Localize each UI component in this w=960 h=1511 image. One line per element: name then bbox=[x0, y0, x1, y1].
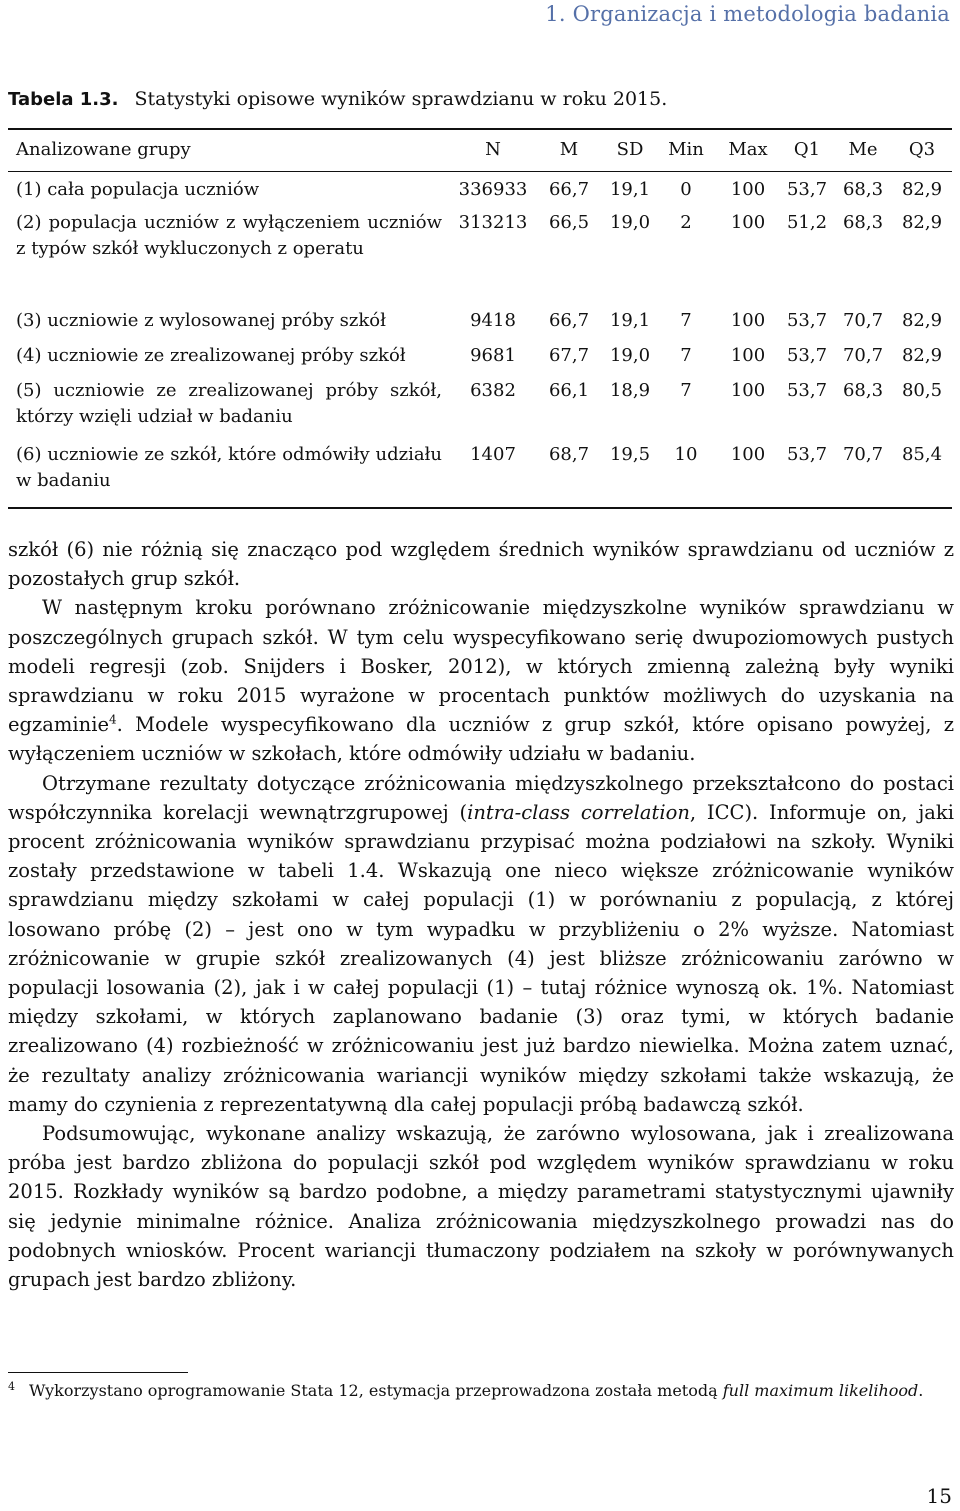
body-text bbox=[8, 535, 954, 1294]
value-cell: 10 bbox=[674, 444, 698, 465]
value-cell: 53,7 bbox=[786, 310, 828, 331]
table-bottom-rule bbox=[8, 507, 952, 509]
table-caption-text: Statystyki opisowe wyników sprawdzianu w roku 2015. bbox=[134, 88, 668, 110]
value-cell: 68,3 bbox=[842, 380, 884, 401]
value-cell: 19,5 bbox=[609, 444, 651, 465]
value-cell: 70,7 bbox=[842, 444, 884, 465]
footnote-reference[interactable]: 4 bbox=[109, 712, 117, 727]
group-cell: (6) uczniowie ze szkół, które odmówiły udziału w badaniu bbox=[16, 444, 442, 491]
column-header: N bbox=[485, 139, 501, 160]
value-cell: 0 bbox=[680, 179, 692, 200]
value-cell: 68,7 bbox=[548, 444, 590, 465]
table-row bbox=[8, 308, 952, 343]
value-cell: 100 bbox=[730, 310, 766, 331]
value-cell: 70,7 bbox=[842, 345, 884, 366]
value-cell: 51,2 bbox=[786, 212, 828, 233]
value-cell: 53,7 bbox=[786, 345, 828, 366]
value-cell: 313213 bbox=[458, 212, 528, 233]
value-cell: 82,9 bbox=[901, 179, 943, 200]
value-cell: 19,0 bbox=[609, 212, 651, 233]
value-cell: 82,9 bbox=[901, 345, 943, 366]
value-cell: 67,7 bbox=[548, 345, 590, 366]
value-cell: 100 bbox=[730, 179, 766, 200]
statistics-table bbox=[8, 130, 952, 504]
value-cell: 68,3 bbox=[842, 179, 884, 200]
column-header: Max bbox=[728, 139, 768, 160]
footnote-mark: 4 bbox=[8, 1379, 15, 1393]
column-header: SD bbox=[616, 139, 644, 160]
value-cell: 2 bbox=[680, 212, 692, 233]
value-cell: 18,9 bbox=[609, 380, 651, 401]
value-cell: 100 bbox=[730, 212, 766, 233]
value-cell: 7 bbox=[680, 380, 692, 401]
column-header: Min bbox=[668, 139, 704, 160]
value-cell: 85,4 bbox=[901, 444, 943, 465]
group-cell: (4) uczniowie ze zrealizowanej próby szkół bbox=[16, 345, 406, 366]
value-cell: 6382 bbox=[470, 380, 516, 401]
paragraph: Podsumowując, wykonane analizy wskazują, że zarówno wylosowana, jak i zrealizowana próba jest bardzo zbliżona do populacji szkół pod względem wyników sprawdzianu w roku 2015. Rozkłady wyników są bardzo podobne, a między parametrami statystycznymi ujawniły się jedynie minimalne różnice. Analiza zróżnicowania międzyszkolnego prowadzi nas do podobnych wniosków. Procent wariancji tłumaczony podziałem na szkoły w porównywanych grupach jest bardzo zbliżony. bbox=[8, 1122, 954, 1292]
column-header: Q3 bbox=[908, 139, 936, 160]
column-header: Analizowane grupy bbox=[16, 139, 191, 160]
group-cell: (3) uczniowie z wylosowanej próby szkół bbox=[16, 310, 386, 331]
column-header: Me bbox=[848, 139, 878, 160]
paragraph: W następnym kroku porównano zróżnicowanie międzyszkolne wyników sprawdzianu w poszczególnych grupach szkół. W tym celu wyspecyfikowano serię dwupoziomowych pustych modeli regresji (zob. Snijders i Bosker, 2012), w których zmienną zależną były wyniki sprawdzianu w roku 2015 wyrażone w procentach punktów możliwych do uzyskania na egzaminie$^4$. Modele wyspecyfikowano dla uczniów z grup szkół, które opisano powyżej, z wyłączeniem uczniów w szkołach, które odmówiły udziału w badaniu. bbox=[8, 596, 954, 766]
column-header: Q1 bbox=[793, 139, 821, 160]
value-cell: 66,1 bbox=[548, 380, 590, 401]
value-cell: 19,1 bbox=[609, 310, 651, 331]
value-cell: 19,0 bbox=[609, 345, 651, 366]
group-cell: (1) cała populacja uczniów bbox=[16, 179, 260, 200]
value-cell: 100 bbox=[730, 380, 766, 401]
value-cell: 66,7 bbox=[548, 310, 590, 331]
value-cell: 7 bbox=[680, 345, 692, 366]
table-caption bbox=[8, 88, 667, 110]
value-cell: 19,1 bbox=[609, 179, 651, 200]
table-row bbox=[8, 210, 952, 308]
value-cell: 68,3 bbox=[842, 212, 884, 233]
value-cell: 100 bbox=[730, 444, 766, 465]
value-cell: 53,7 bbox=[786, 179, 828, 200]
table-row bbox=[8, 442, 952, 504]
group-cell: (5) uczniowie ze zrealizowanej próby szkół, którzy wzięli udział w badaniu bbox=[16, 380, 442, 427]
value-cell: 7 bbox=[680, 310, 692, 331]
paragraph: Otrzymane rezultaty dotyczące zróżnicowania międzyszkolnego przekształcono do postaci współczynnika korelacji wewnątrzgrupowej (intra-class correlation, ICC). Informuje on, jaki procent zróżnicowania wyników sprawdzianu przypisać można podziałowi na szkoły. Wyniki zostały przedstawione w tabeli 1.4. Wskazują one nieco większe zróżnicowanie wyników sprawdzianu między szkołami w całej populacji (1) w porównaniu z populacją, z której losowano próbę (2) – jest ono w tym wypadku w przybliżeniu o 2% wyższe. Natomiast zróżnicowanie w grupie szkół zrealizowanych (4) jest bliższe zróżnicowaniu zarówno w populacji losowania (2), jak i w całej populacji (1) – tutaj różnice wynoszą ok. 1%. Natomiast między szkołami, w których zaplanowano badanie (3) oraz tymi, w których badanie zrealizowano (4) rozbieżność w zróżnicowaniu jest już bardzo niewielka. Można zatem uznać, że rezultaty analizy zróżnicowania wariancji wyników między szkołami także wskazują, że mamy do czynienia z reprezentatywną dla całej populacji próbą badawczą szkół. bbox=[8, 771, 954, 1116]
table-header-row bbox=[8, 130, 952, 170]
value-cell: 9418 bbox=[470, 310, 516, 331]
table-row bbox=[8, 343, 952, 378]
value-cell: 80,5 bbox=[901, 380, 943, 401]
page-number: 15 bbox=[926, 1484, 952, 1508]
table-caption-label: Tabela 1.3. bbox=[8, 89, 119, 110]
value-cell: 82,9 bbox=[901, 310, 943, 331]
value-cell: 336933 bbox=[458, 179, 528, 200]
running-head: 1. Organizacja i metodologia badania bbox=[545, 2, 950, 26]
footnote-rule bbox=[8, 1372, 188, 1373]
value-cell: 100 bbox=[730, 345, 766, 366]
value-cell: 9681 bbox=[470, 345, 516, 366]
column-header: M bbox=[559, 139, 579, 160]
value-cell: 66,7 bbox=[548, 179, 590, 200]
footnote: $^4$ Wykorzystano oprogramowanie Stata 12, estymacja przeprowadzona została metodą full maximum likelihood. bbox=[8, 1379, 924, 1400]
value-cell: 53,7 bbox=[786, 444, 828, 465]
table-row bbox=[8, 170, 952, 210]
value-cell: 1407 bbox=[470, 444, 516, 465]
paragraph: szkół (6) nie różnią się znacząco pod względem średnich wyników sprawdzianu od uczniów z pozostałych grup szkół. bbox=[8, 538, 954, 591]
table-row bbox=[8, 378, 952, 442]
value-cell: 82,9 bbox=[901, 212, 943, 233]
value-cell: 53,7 bbox=[786, 380, 828, 401]
value-cell: 70,7 bbox=[842, 310, 884, 331]
group-cell: (2) populacja uczniów z wyłączeniem uczniów z typów szkół wykluczonych z operatu bbox=[16, 212, 442, 259]
value-cell: 66,5 bbox=[548, 212, 590, 233]
